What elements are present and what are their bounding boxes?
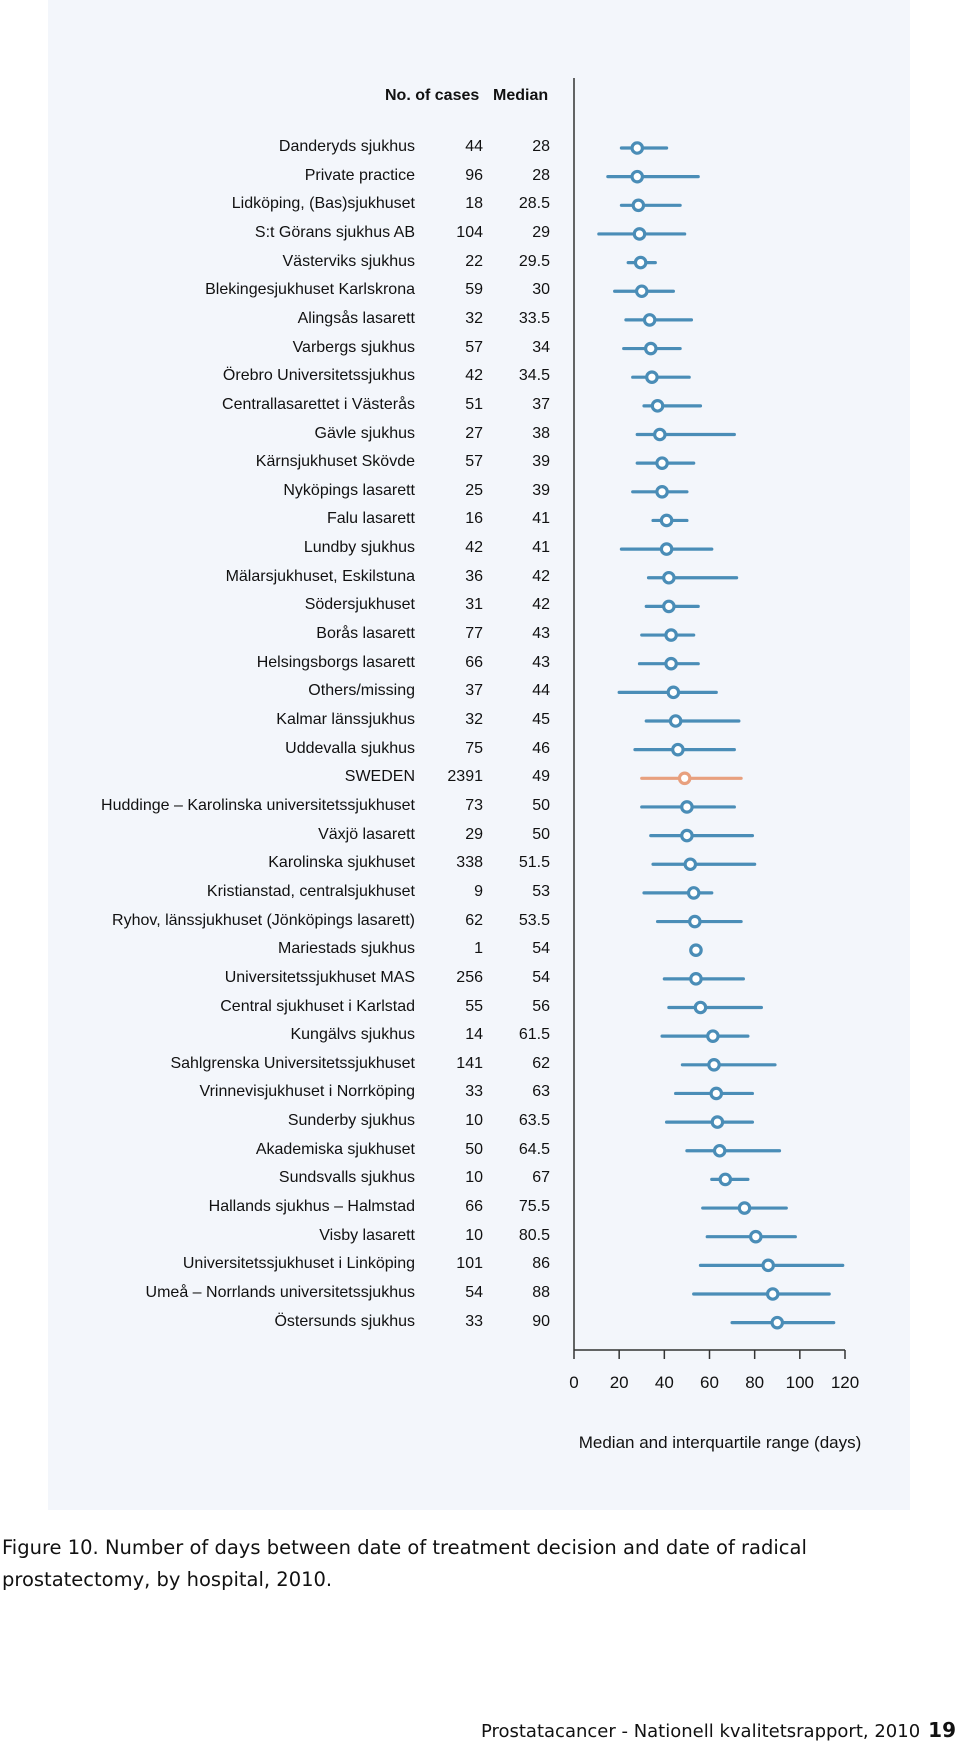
- row-name: Karolinska sjukhuset: [268, 854, 415, 872]
- header-no-of-cases: No. of cases: [385, 87, 480, 104]
- row-median: 28: [532, 138, 550, 155]
- median-marker: [709, 1060, 719, 1070]
- median-marker: [633, 200, 643, 210]
- median-marker: [647, 372, 657, 382]
- x-tick-label: 60: [700, 1373, 719, 1392]
- row-median: 30: [532, 281, 550, 299]
- row-cases: 16: [465, 510, 483, 528]
- row-name: Vrinnevisjukhuset i Norrköping: [199, 1083, 415, 1101]
- row-name: Gävle sjukhus: [314, 424, 415, 442]
- row-median: 61.5: [518, 1026, 550, 1044]
- row-name: Lundby sjukhus: [303, 539, 415, 557]
- row-cases: 1: [474, 940, 483, 958]
- row-name: Blekingesjukhuset Karlskrona: [205, 281, 415, 299]
- row-median: 90: [532, 1312, 550, 1330]
- median-marker: [635, 257, 645, 267]
- row-cases: 50: [465, 1140, 483, 1158]
- median-marker: [661, 544, 671, 554]
- row-name: Central sjukhuset i Karlstad: [220, 997, 415, 1015]
- row-cases: 59: [465, 281, 483, 299]
- row-name: Nyköpings lasarett: [283, 481, 415, 499]
- median-marker: [664, 601, 674, 611]
- row-cases: 55: [465, 997, 483, 1015]
- row-median: 34: [532, 338, 550, 356]
- row-name: Universitetssjukhuset i Linköping: [182, 1255, 415, 1273]
- row-cases: 75: [465, 739, 483, 757]
- median-marker: [637, 286, 647, 296]
- row-name: Kalmar länssjukhus: [276, 711, 415, 728]
- row-cases: 57: [465, 338, 483, 356]
- header-median: Median: [493, 87, 549, 104]
- row-median: 29: [532, 223, 550, 241]
- row-name: Private practice: [304, 166, 415, 184]
- row-median: 50: [532, 825, 550, 843]
- row-name: Kristianstad, centralsjukhuset: [206, 882, 415, 900]
- row-median: 41: [532, 539, 550, 557]
- row-name: Visby lasarett: [319, 1226, 415, 1244]
- national-median-marker: [679, 773, 689, 783]
- median-marker: [768, 1289, 778, 1299]
- row-median: 50: [532, 796, 550, 814]
- median-marker: [751, 1232, 761, 1242]
- median-marker: [655, 429, 665, 439]
- row-cases: 42: [465, 539, 483, 557]
- row-name: Kärnsjukhuset Skövde: [255, 453, 415, 471]
- row-cases: 44: [465, 138, 483, 155]
- row-cases: 338: [456, 854, 483, 872]
- row-name: Västerviks sjukhus: [282, 252, 415, 270]
- row-cases: 96: [465, 166, 483, 184]
- row-name: Sunderby sjukhus: [287, 1112, 415, 1130]
- row-cases: 256: [456, 968, 483, 986]
- row-cases: 22: [465, 252, 483, 270]
- median-marker: [661, 515, 671, 525]
- row-name: Örebro Universitetssjukhus: [222, 367, 415, 385]
- row-cases: 33: [465, 1312, 483, 1330]
- median-marker: [720, 1174, 730, 1184]
- row-cases: 62: [465, 911, 483, 929]
- row-median: 43: [532, 625, 550, 643]
- median-marker: [688, 888, 698, 898]
- row-name: Universitetssjukhuset MAS: [224, 968, 415, 986]
- row-name: Borås lasarett: [316, 625, 415, 643]
- row-cases: 29: [465, 825, 483, 843]
- median-marker: [666, 630, 676, 640]
- row-name: Ryhov, länssjukhuset (Jönköpings lasarett): [112, 911, 415, 929]
- row-cases: 36: [465, 567, 483, 585]
- median-marker: [632, 171, 642, 181]
- row-median: 63.5: [518, 1112, 550, 1130]
- footer-text: Prostatacancer - Nationell kvalitetsrapport, 2010: [480, 1721, 921, 1742]
- row-cases: 42: [465, 367, 483, 385]
- row-cases: 54: [465, 1284, 483, 1301]
- row-cases: 66: [465, 653, 483, 671]
- row-median: 80.5: [518, 1226, 550, 1244]
- row-cases: 18: [465, 195, 483, 213]
- row-median: 64.5: [518, 1140, 550, 1158]
- row-name: Varbergs sjukhus: [292, 338, 415, 356]
- x-tick-label: 120: [830, 1373, 860, 1392]
- row-name: Alingsås lasarett: [297, 309, 415, 327]
- row-median: 38: [532, 424, 550, 442]
- row-median: 62: [532, 1054, 550, 1072]
- median-marker: [695, 1002, 705, 1012]
- median-marker: [657, 487, 667, 497]
- row-name: Uddevalla sjukhus: [285, 739, 415, 757]
- row-median: 43: [532, 653, 550, 671]
- row-cases: 101: [456, 1255, 483, 1273]
- row-cases: 10: [465, 1226, 483, 1244]
- row-median: 54: [532, 940, 550, 958]
- median-marker: [664, 573, 674, 583]
- median-marker: [739, 1203, 749, 1213]
- row-cases: 51: [465, 395, 483, 413]
- median-marker: [682, 802, 692, 812]
- median-marker: [644, 315, 654, 325]
- row-name: Helsingsborgs lasarett: [256, 653, 415, 671]
- row-median: 56: [532, 997, 550, 1015]
- row-median: 75.5: [518, 1198, 550, 1216]
- row-median: 39: [532, 453, 550, 471]
- row-cases: 2391: [447, 768, 483, 786]
- row-name: Mariestads sjukhus: [278, 940, 415, 958]
- row-median: 42: [532, 596, 550, 614]
- row-median: 88: [532, 1284, 550, 1301]
- row-median: 41: [532, 510, 550, 528]
- median-marker: [673, 744, 683, 754]
- row-cases: 10: [465, 1169, 483, 1187]
- row-median: 34.5: [518, 367, 550, 385]
- median-marker: [708, 1031, 718, 1041]
- x-tick-label: 40: [654, 1373, 674, 1392]
- median-marker: [682, 830, 692, 840]
- row-cases: 10: [465, 1112, 483, 1130]
- median-marker: [690, 916, 700, 926]
- row-cases: 104: [456, 223, 483, 241]
- row-name: Danderyds sjukhus: [278, 138, 415, 155]
- row-median: 53: [532, 882, 550, 900]
- row-name: Sundsvalls sjukhus: [278, 1169, 415, 1187]
- row-median: 42: [532, 567, 550, 585]
- median-marker: [646, 343, 656, 353]
- median-marker: [666, 659, 676, 669]
- row-name: Södersjukhuset: [304, 596, 415, 614]
- row-name: Others/missing: [308, 682, 415, 700]
- median-marker: [691, 974, 701, 984]
- row-name: Sahlgrenska Universitetssjukhuset: [170, 1054, 415, 1072]
- row-median: 39: [532, 481, 550, 499]
- row-median: 53.5: [518, 911, 550, 929]
- median-marker: [691, 945, 701, 955]
- row-median: 49: [532, 768, 550, 786]
- row-cases: 77: [465, 625, 483, 643]
- row-median: 63: [532, 1083, 550, 1101]
- median-marker: [634, 229, 644, 239]
- median-marker: [763, 1260, 773, 1270]
- median-marker: [711, 1088, 721, 1098]
- row-median: 44: [532, 682, 550, 700]
- row-name: Lidköping, (Bas)sjukhuset: [231, 195, 415, 213]
- row-cases: 32: [465, 309, 483, 327]
- x-tick-label: 100: [785, 1373, 815, 1392]
- row-cases: 57: [465, 453, 483, 471]
- row-name: Huddinge – Karolinska universitetssjukhuset: [101, 796, 415, 814]
- row-cases: 14: [465, 1026, 483, 1044]
- row-name: Centrallasarettet i Västerås: [222, 395, 415, 413]
- row-median: 28: [532, 166, 550, 184]
- page-footer: [481, 1718, 956, 1742]
- row-median: 86: [532, 1255, 550, 1273]
- row-median: 54: [532, 968, 550, 986]
- row-median: 37: [532, 395, 550, 413]
- median-marker: [714, 1146, 724, 1156]
- row-cases: 66: [465, 1198, 483, 1216]
- median-marker: [652, 401, 662, 411]
- row-cases: 33: [465, 1083, 483, 1101]
- median-marker: [668, 687, 678, 697]
- median-marker: [632, 143, 642, 153]
- row-name: Hallands sjukhus – Halmstad: [208, 1198, 415, 1216]
- row-name: S:t Görans sjukhus AB: [254, 223, 415, 241]
- x-tick-label: 20: [609, 1373, 629, 1392]
- row-cases: 141: [456, 1054, 483, 1072]
- row-cases: 37: [465, 682, 483, 700]
- row-cases: 25: [465, 481, 483, 499]
- x-tick-label: 0: [569, 1373, 579, 1392]
- row-cases: 73: [465, 796, 483, 814]
- figure-caption: Figure 10. Number of days between date of treatment decision and date of radical prostatectomy, by hospital, 2010.: [2, 1536, 807, 1591]
- row-median: 45: [532, 711, 550, 728]
- row-median: 28.5: [518, 195, 550, 213]
- row-cases: 9: [474, 882, 483, 900]
- row-name: Växjö lasarett: [318, 825, 415, 843]
- row-median: 46: [532, 739, 550, 757]
- median-marker: [712, 1117, 722, 1127]
- row-name: Falu lasarett: [326, 510, 415, 528]
- page-number: 19: [928, 1718, 956, 1742]
- row-median: 29.5: [518, 252, 550, 270]
- row-name: SWEDEN: [344, 768, 415, 786]
- median-marker: [772, 1317, 782, 1327]
- row-name: Kungälvs sjukhus: [290, 1026, 415, 1044]
- median-marker: [685, 859, 695, 869]
- row-median: 67: [532, 1169, 550, 1187]
- row-name: Östersunds sjukhus: [274, 1312, 415, 1330]
- x-tick-label: 80: [745, 1373, 765, 1392]
- x-axis-label: Median and interquartile range (days): [578, 1433, 862, 1452]
- median-marker: [657, 458, 667, 468]
- row-name: Umeå – Norrlands universitetssjukhus: [145, 1284, 415, 1301]
- row-cases: 31: [465, 596, 483, 614]
- row-median: 33.5: [518, 309, 550, 327]
- row-median: 51.5: [518, 854, 550, 872]
- row-name: Akademiska sjukhuset: [255, 1140, 415, 1158]
- row-name: Mälarsjukhuset, Eskilstuna: [225, 567, 415, 585]
- median-marker: [670, 716, 680, 726]
- row-cases: 32: [465, 711, 483, 728]
- row-cases: 27: [465, 424, 483, 442]
